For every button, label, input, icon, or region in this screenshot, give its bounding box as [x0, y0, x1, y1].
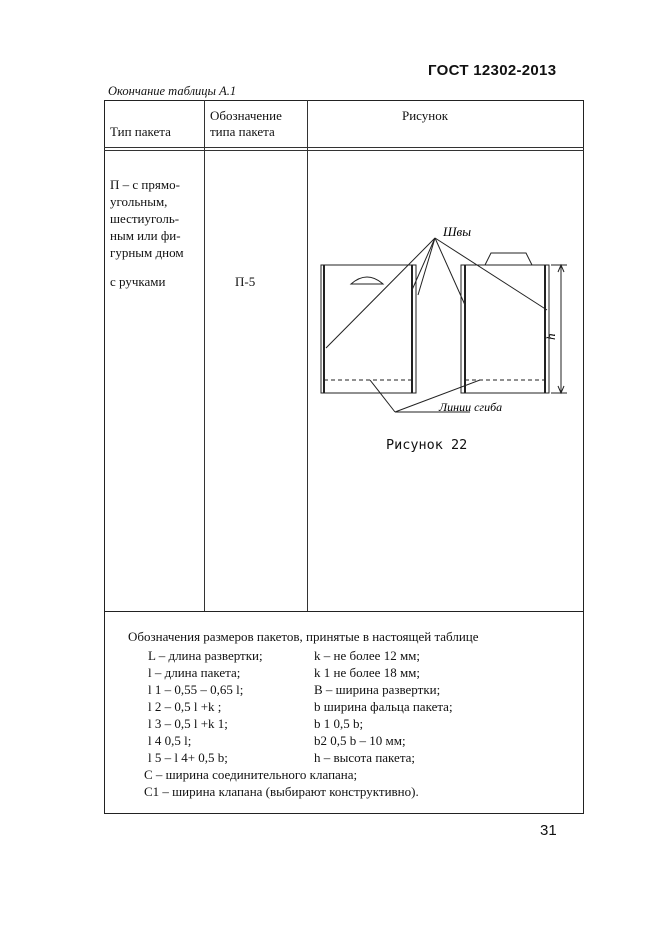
legend-left-3: l 1 – 0,55 – 0,65 l;: [148, 682, 244, 697]
legend-left-6: l 4 0,5 l;: [148, 733, 192, 748]
standard-number: ГОСТ 12302-2013: [428, 62, 557, 79]
type-line-3: шестиуголь-: [110, 211, 180, 226]
bag-back-panel: [461, 265, 549, 393]
legend-right-1: k – не более 12 мм;: [314, 648, 421, 663]
legend-right-6: b2 0,5 b – 10 мм;: [314, 733, 406, 748]
legend-right-7: h – высота пакета;: [314, 750, 416, 765]
figure-caption: Рисунок 22: [386, 437, 468, 453]
legend-c1: С1 – ширина клапана (выбирают конструктивно).: [144, 784, 419, 799]
legend-left-2: l – длина пакета;: [148, 665, 241, 680]
column-divider-1: [204, 100, 205, 612]
legend-divider: [104, 611, 584, 612]
legend-right-2: k 1 не более 18 мм;: [314, 665, 421, 680]
header-designation-2: типа пакета: [210, 124, 275, 139]
header-figure: Рисунок: [402, 108, 449, 123]
seams-label: Швы: [443, 224, 472, 239]
type-line-5: гурным дном: [110, 245, 184, 260]
page-number: 31: [540, 822, 557, 839]
legend-right-3: B – ширина развертки;: [314, 682, 441, 697]
type-line-1: П – с прямо-: [110, 177, 180, 192]
height-label: h: [543, 333, 558, 340]
column-divider-2: [307, 100, 308, 612]
table-caption: Окончание таблицы А.1: [108, 84, 237, 98]
legend-left-1: L – длина развертки;: [148, 648, 263, 663]
handle-cutout: [351, 277, 383, 284]
header-type: Тип пакета: [110, 124, 171, 139]
legend-c: С – ширина соединительного клапана;: [144, 767, 358, 782]
type-designation: П-5: [235, 274, 256, 289]
header-designation-1: Обозначение: [210, 108, 282, 123]
legend-left-4: l 2 – 0,5 l +k ;: [148, 699, 222, 714]
bag-handle: [485, 253, 532, 265]
type-line-4: ным или фи-: [110, 228, 181, 243]
fold-lines-label: Линии сгиба: [439, 400, 503, 414]
type-extra: с ручками: [110, 274, 166, 289]
type-line-2: угольным,: [110, 194, 168, 209]
legend-right-4: b ширина фальца пакета;: [314, 699, 453, 714]
legend-right-5: b 1 0,5 b;: [314, 716, 364, 731]
header-divider-double: [104, 150, 584, 151]
header-divider: [104, 147, 584, 148]
legend-title: Обозначения размеров пакетов, принятые в настоящей таблице: [128, 629, 479, 644]
legend-left-7: l 5 – l 4+ 0,5 b;: [148, 750, 228, 765]
bag-figure: [315, 220, 575, 425]
legend-left-5: l 3 – 0,5 l +k 1;: [148, 716, 228, 731]
